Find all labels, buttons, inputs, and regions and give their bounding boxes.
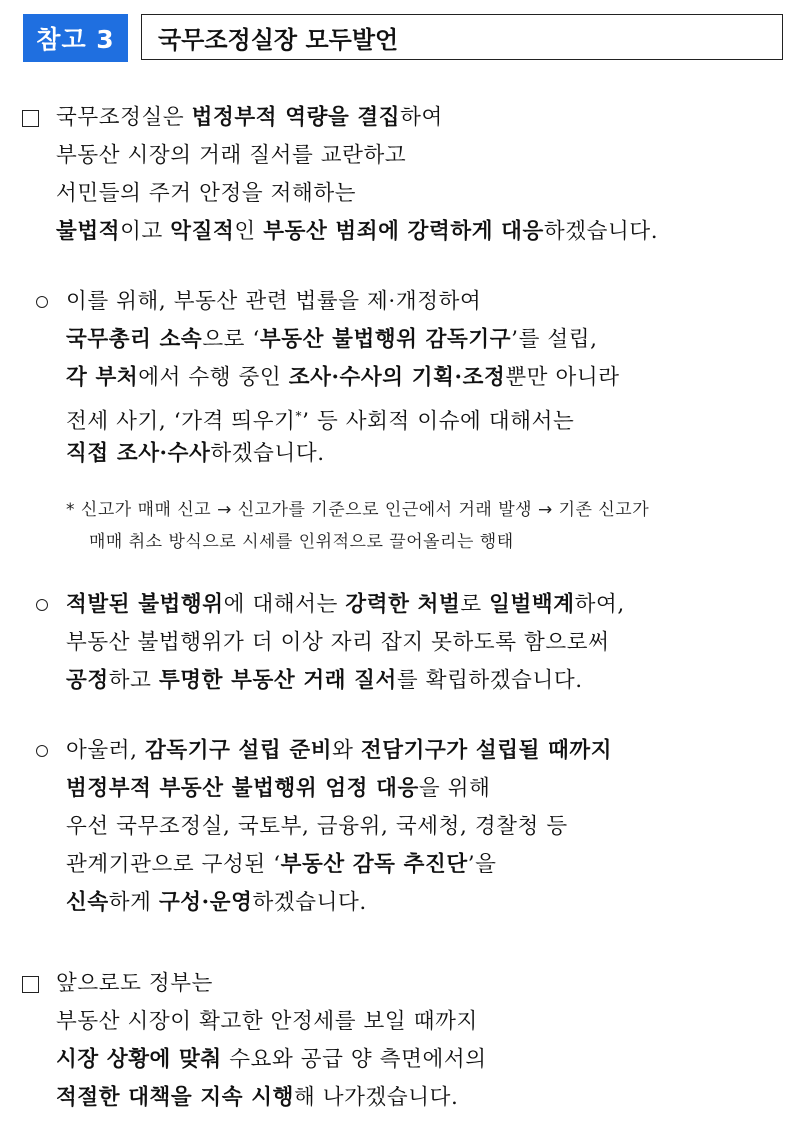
body-text: 국무조정실은 [56,105,192,130]
p2-line-1 [56,969,213,999]
body-text: 을 위해 [418,776,491,801]
emphasis-text: 직접 조사·수사 [66,441,211,466]
body-text: 하고 [108,668,159,693]
emphasis-text: 신속 [66,890,109,915]
body-text: 이를 위해, 부동산 관련 법률을 제·개정하여 [66,289,482,314]
p2-line-2 [56,1007,478,1037]
p2-line-3 [56,1045,487,1075]
body-text: 부동산 불법행위가 더 이상 자리 잡지 못하도록 함으로써 [66,630,610,655]
body-text: 에서 수행 중인 [138,365,289,390]
emphasis-text: 법정부적 역량을 결집 [191,105,401,130]
page-title: 국무조정실장 모두발언 [141,14,783,60]
body-text: 하겠습니다. [543,219,659,244]
body-text: 전세 사기, ‘가격 띄우기 [66,409,296,435]
body-text: 부동산 시장이 확고한 안정세를 보일 때까지 [56,1009,478,1034]
body-text: 를 확립하겠습니다. [396,668,583,693]
circle-bullet-icon [36,296,48,308]
emphasis-text: 적발된 불법행위 [66,592,224,617]
s2-line-1 [66,590,625,620]
emphasis-text: 강력한 처벌 [345,592,461,617]
reference-badge: 참고 3 [23,14,128,62]
body-text: 으로 ‘ [202,327,260,352]
s1-line-1 [66,287,481,317]
emphasis-text: 불법적 [56,219,121,244]
s3-line-1 [66,736,612,766]
body-text: 와 [332,738,361,763]
body-text: 하게 [108,890,159,915]
body-text: ’을 [467,852,497,877]
s1-line-2 [66,325,598,355]
emphasis-text: 국무총리 소속 [66,327,203,352]
header [23,14,785,62]
body-text: 수요와 공급 양 측면에서의 [221,1047,487,1072]
p1-line-4 [56,217,658,247]
body-text: 아울러, [66,738,145,763]
emphasis-text: 부동산 감독 추진단 [280,852,468,877]
circle-bullet-icon [36,599,48,611]
body-text: 하여, [574,592,625,617]
p2-line-4 [56,1083,458,1113]
s2-line-3 [66,666,583,696]
body-text: 로 [460,592,490,617]
s3-line-2 [66,774,490,804]
s1-line-3 [66,363,620,393]
emphasis-text: 구성·운영 [158,890,253,915]
s3-line-4 [66,850,497,880]
emphasis-text: 전담기구가 설립될 때까지 [360,738,613,763]
p1-line-3 [56,179,356,209]
emphasis-text: 각 부처 [66,365,139,390]
s2-line-2 [66,628,610,658]
square-bullet-icon [22,976,39,993]
body-text: ’를 설립, [511,327,598,352]
p1-line-2 [56,141,406,171]
body-text: 우선 국무조정실, 국토부, 금융위, 국세청, 경찰청 등 [66,814,568,839]
s1-line-4 [66,401,574,437]
body-text: 하여 [400,105,443,130]
emphasis-text: 범정부적 부동산 불법행위 엄정 대응 [66,776,419,801]
footnote-marker: * [295,409,303,423]
body-text: 앞으로도 정부는 [56,971,214,996]
body-text: 하겠습니다. [252,890,367,915]
p1-line-1 [56,103,443,133]
s3-line-3 [66,812,568,842]
circle-bullet-icon [36,745,48,757]
emphasis-text: 부동산 불법행위 감독기구 [259,327,512,352]
footnote-line-1: * 신고가 매매 신고 → 신고가를 기준으로 인근에서 거래 발생 → 기존 신고가 [66,500,650,520]
body-text: 에 대해서는 [223,592,346,617]
body-text: 인 [234,219,264,244]
emphasis-text: 악질적 [170,219,235,244]
body-text: 관계기관으로 구성된 ‘ [66,852,281,877]
body-text: 하겠습니다. [210,441,325,466]
emphasis-text: 감독기구 설립 준비 [144,738,333,763]
emphasis-text: 적절한 대책을 지속 시행 [56,1085,294,1110]
emphasis-text: 시장 상황에 맞춰 [56,1047,222,1072]
body-text: 부동산 시장의 거래 질서를 교란하고 [56,143,407,168]
body-text: 서민들의 주거 안정을 저해하는 [56,181,357,206]
body-text: ’ 등 사회적 이슈에 대해서는 [302,409,575,435]
body-text: 해 나가겠습니다. [293,1085,459,1110]
body-text: 이고 [120,219,171,244]
square-bullet-icon [22,110,39,127]
emphasis-text: 부동산 범죄에 강력하게 대응 [263,219,544,244]
footnote-line-2: 매매 취소 방식으로 시세를 인위적으로 끌어올리는 행태 [89,532,514,552]
emphasis-text: 투명한 부동산 거래 질서 [158,668,397,693]
s3-line-5 [66,888,367,918]
s1-line-5 [66,439,325,469]
emphasis-text: 일벌백계 [489,592,575,617]
body-text: 뿐만 아니라 [505,365,620,390]
emphasis-text: 조사·수사의 기획·조정 [288,365,506,390]
emphasis-text: 공정 [66,668,109,693]
